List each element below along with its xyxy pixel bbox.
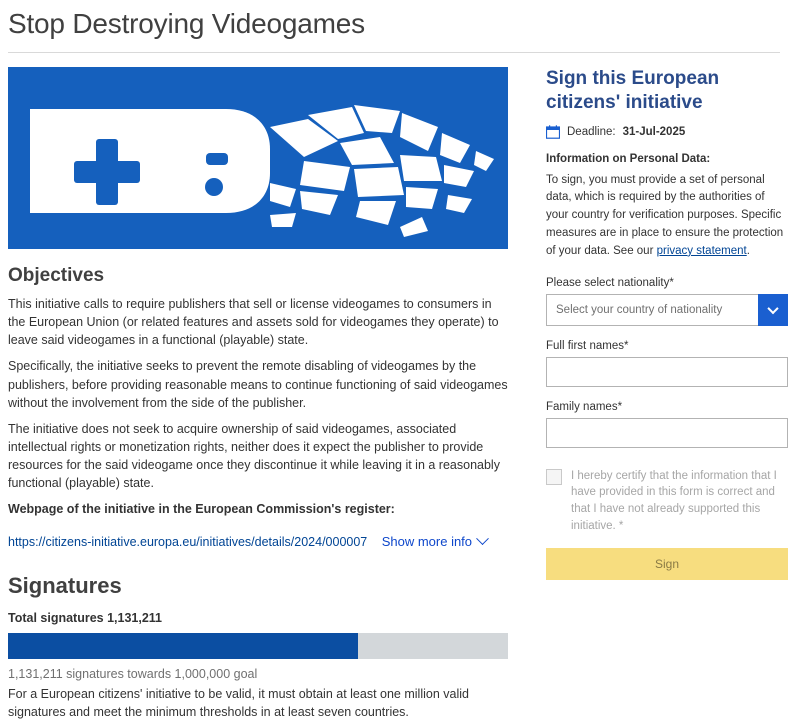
deadline-date: 31-Jul-2025 [622, 125, 686, 138]
validity-note: For a European citizens' initiative to be valid, it must obtain at least one million valid signatures and meet the minimum thresholds in at least seven countries. [8, 687, 469, 720]
first-names-label [546, 340, 788, 352]
left-column [8, 67, 508, 723]
objectives-heading: Objectives [8, 265, 105, 286]
sign-panel-heading: Sign this European citizens' initiative [546, 68, 720, 113]
initiative-banner-image [8, 67, 508, 249]
gamepad-icon [8, 67, 508, 249]
title-divider [8, 52, 780, 53]
first-names-required-marker: * [623, 339, 629, 352]
register-webpage-link[interactable]: https://citizens-initiative.europa.eu/initiatives/details/2024/000007 [8, 535, 368, 550]
deadline-row [546, 125, 788, 139]
signature-progress-bar [8, 633, 508, 659]
objectives-paragraph-2: Specifically, the initiative seeks to prevent the remote disabling of videogames by the publishers, before providing reasonable means to continue functioning of said videogames without the involvement from the side of the publisher. [8, 359, 508, 410]
show-more-info-label: Show more info [381, 534, 473, 550]
first-names-label-text: Full first names [546, 339, 624, 352]
family-names-required-marker: * [617, 400, 623, 413]
page-root [0, 8, 788, 723]
info-text-part1: To sign, you must provide a set of personal data, which is required by the authorities of your country for verification purposes. Specific measures are in place to ensure the protection of your data. See our [546, 173, 784, 257]
personal-data-info-heading: Information on Personal Data: [546, 152, 711, 165]
certify-checkbox-row[interactable] [546, 468, 788, 535]
objectives-paragraph-3: The initiative does not seek to acquire ownership of said videogames, associated intellectual rights or monetization rights, neither does it expect the publisher to provide resources for the said videogame once they discontinue it while leaving it in a reasonably functional (playable) state. [8, 421, 500, 491]
total-signatures-label: Total signatures 1,131,211 [8, 611, 163, 626]
sign-form-panel [546, 67, 788, 580]
sign-button[interactable]: Sign [546, 548, 788, 580]
content-columns [8, 67, 784, 723]
signatures-heading: Signatures [8, 573, 122, 599]
register-webpage-label: Webpage of the initiative in the European Commission's register: [8, 502, 395, 517]
signature-progress-fill [8, 633, 358, 659]
nationality-select[interactable] [546, 294, 788, 326]
certify-checkbox-label: I hereby certify that the information that I have provided in this form is correct and that I have not already supported this initiative. * [571, 469, 777, 532]
chevron-down-icon [767, 302, 778, 313]
privacy-statement-link[interactable]: privacy statement [656, 244, 747, 257]
family-names-input[interactable] [546, 418, 788, 448]
certify-checkbox[interactable] [546, 469, 562, 485]
family-names-label [546, 401, 788, 413]
first-names-input[interactable] [546, 357, 788, 387]
progress-caption: 1,131,211 signatures towards 1,000,000 goal [8, 667, 258, 682]
nationality-label [546, 277, 788, 289]
chevron-down-icon [476, 533, 489, 546]
objectives-paragraph-1: This initiative calls to require publishers that sell or license videogames to consumers in the European Union (or related features and assets sold for videogames they operate) to leave said videogames in a functional (playable) state. [8, 297, 499, 348]
info-text-part2: . [746, 244, 750, 257]
nationality-dropdown-arrow[interactable] [758, 294, 788, 326]
nationality-label-text: Please select nationality [546, 276, 670, 289]
family-names-label-text: Family names [546, 400, 618, 413]
show-more-info-button[interactable] [382, 534, 487, 549]
deadline-label: Deadline: [567, 125, 616, 138]
page-title: Stop Destroying Videogames [8, 8, 365, 39]
calendar-icon [546, 125, 560, 139]
nationality-select-value[interactable]: Select your country of nationality [546, 294, 788, 326]
personal-data-info-text [546, 172, 788, 261]
nationality-required-marker: * [669, 276, 674, 289]
